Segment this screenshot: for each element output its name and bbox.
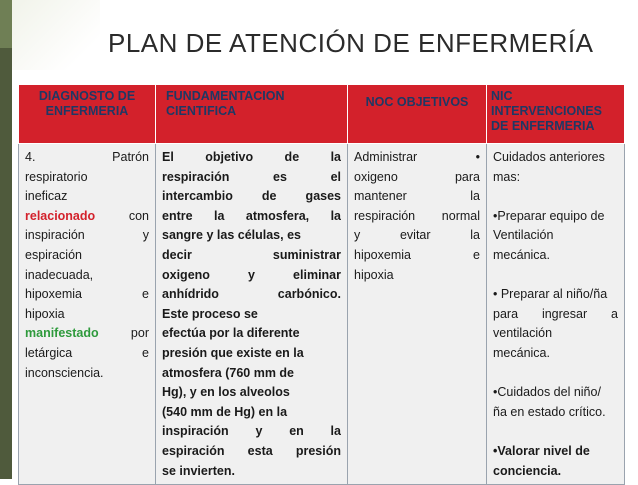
- nic-item-prepare-child: • Preparar al niño/ña: [493, 287, 608, 302]
- cell-diagnostico: 4. Patrón respiratorio ineficaz relacionado con inspiración y espiración inadecuada, hipoxemia e hipoxia manifestado por letárgica e inconsciencia.: [19, 144, 156, 485]
- cell-fundamentacion: El objetivo de la respiración es el intercambio de gases entre la atmosfera, la sangre y las células, es decir suministrar oxigeno y eliminar anhídrido carbónico. Este proceso se efectúa por la diferente presión que existe en la atmosfera (760 mm de Hg), y en los alveolos (540 mm de Hg) en la inspiración y en la espiración esta presión se invierten.: [156, 144, 348, 485]
- left-accent-bar: [0, 0, 12, 479]
- header-diagnostico: DIAGNOSTO DE ENFERMERIA: [19, 85, 156, 144]
- cell-nic: Cuidados anteriores mas: •Preparar equipo de Ventilación mecánica. • Preparar al niño/ña para ingresar a ventilación mecánica. •Cuidados del niño/ ña en estado crítico. •Valorar nivel de conciencia.: [487, 144, 625, 485]
- nic-item-equipment: •Preparar equipo de: [493, 208, 605, 223]
- slide-title: PLAN DE ATENCIÓN DE ENFERMERÍA: [108, 28, 594, 58]
- care-plan-table: [18, 84, 625, 485]
- cell-noc: Administrar • oxigeno para mantener la respiración normal y evitar la hipoxemia e hipoxia: [348, 144, 487, 485]
- header-fundamentacion: FUNDAMENTACION CIENTIFICA: [156, 85, 348, 144]
- corner-decoration: [12, 0, 100, 70]
- manifestado-keyword: manifestado: [25, 326, 99, 341]
- left-accent-bar-top: [0, 0, 12, 48]
- table-row: [19, 144, 625, 485]
- relacionado-keyword: relacionado: [25, 208, 96, 223]
- header-nic: NIC INTERVENCIONES DE ENFERMERIA: [487, 85, 625, 144]
- table-header-row: [19, 85, 625, 144]
- nic-item-critical-care: •Cuidados del niño/: [493, 385, 601, 400]
- header-noc: NOC OBJETIVOS: [348, 85, 487, 144]
- nic-item-consciousness: •Valorar nivel de: [493, 443, 590, 458]
